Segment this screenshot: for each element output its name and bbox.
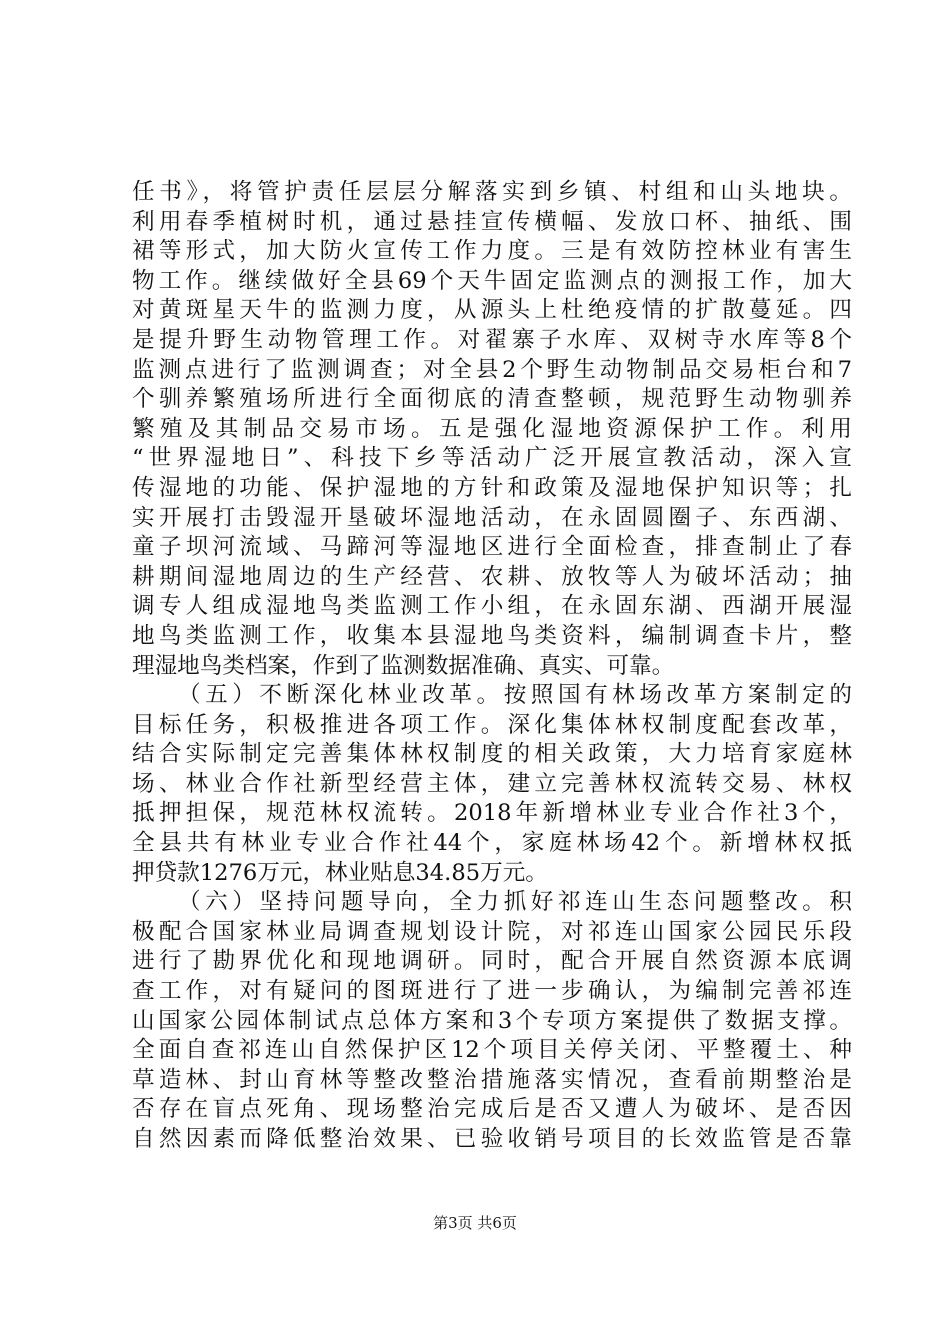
text-line: 结合实际制定完善集体林权制度的相关政策，大力培育家庭林 (132, 741, 852, 768)
text-line: 山国家公园体制试点总体方案和3个专项方案提供了数据支撑。 (132, 1007, 852, 1034)
text-line: 押贷款1276万元，林业贴息34.85万元。 (132, 859, 548, 886)
text-line: 物工作。继续做好全县69个天牛固定监测点的测报工作，加大 (132, 267, 852, 294)
text-line: 场、林业合作社新型经营主体，建立完善林权流转交易、林权 (132, 770, 852, 797)
text-line: 进行了勘界优化和现地调研。同时，配合开展自然资源本底调 (132, 948, 852, 975)
text-line: 极配合国家林业局调查规划设计院，对祁连山国家公园民乐段 (132, 918, 852, 945)
text-line: 个驯养繁殖场所进行全面彻底的清查整顿，规范野生动物驯养 (132, 386, 852, 413)
text-line: 目标任务，积极推进各项工作。深化集体林权制度配套改革， (132, 711, 852, 738)
text-line: 查工作，对有疑问的图斑进行了进一步确认，为编制完善祁连 (132, 978, 852, 1005)
text-line: （五）不断深化林业改革。按照国有林场改革方案制定的 (178, 682, 852, 709)
text-line: 任书》，将管护责任层层分解落实到乡镇、村组和山头地块。 (132, 179, 852, 205)
page-footer: 第3页 共6页 (433, 1214, 517, 1232)
text-line: 传湿地的功能、保护湿地的方针和政策及湿地保护知识等；扎 (132, 474, 852, 501)
text-line: 否存在盲点死角、现场整治完成后是否又遭人为破坏、是否因 (132, 1096, 852, 1123)
text-line: （六）坚持问题导向，全力抓好祁连山生态问题整改。积 (178, 889, 852, 916)
text-line: 对黄斑星天牛的监测力度，从源头上杜绝疫情的扩散蔓延。四 (132, 297, 852, 324)
text-line: 抵押担保，规范林权流转。2018年新增林业专业合作社3个， (132, 800, 852, 827)
text-line: 监测点进行了监测调查；对全县2个野生动物制品交易柜台和7 (132, 356, 852, 383)
document-body (132, 178, 852, 1155)
text-line: 耕期间湿地周边的生产经营、农耕、放牧等人为破坏活动；抽 (132, 563, 852, 590)
text-line: 繁殖及其制品交易市场。五是强化湿地资源保护工作。利用 (132, 415, 852, 442)
text-line: “世界湿地日”、科技下乡等活动广泛开展宣教活动，深入宣 (132, 445, 852, 472)
text-line: 是提升野生动物管理工作。对翟寨子水库、双树寺水库等8个 (132, 326, 852, 353)
text-line: 实开展打击毁湿开垦破坏湿地活动，在永固圆圈子、东西湖、 (132, 504, 852, 531)
text-line: 地鸟类监测工作，收集本县湿地鸟类资料，编制调查卡片，整 (132, 622, 852, 649)
text-line: 草造林、封山育林等整改整治措施落实情况，查看前期整治是 (132, 1066, 852, 1093)
text-line: 利用春季植树时机，通过悬挂宣传横幅、发放口杯、抽纸、围 (132, 208, 852, 235)
text-line: 裙等形式，加大防火宣传工作力度。三是有效防控林业有害生 (132, 238, 852, 265)
text-line: 自然因素而降低整治效果、已验收销号项目的长效监管是否靠 (132, 1126, 852, 1152)
text-line: 全县共有林业专业合作社44个，家庭林场42个。新增林权抵 (132, 830, 852, 857)
text-line: 理湿地鸟类档案，作到了监测数据准确、真实、可靠。 (132, 652, 675, 679)
text-line: 童子坝河流域、马蹄河等湿地区进行全面检查，排查制止了春 (132, 534, 852, 561)
text-line: 调专人组成湿地鸟类监测工作小组，在永固东湖、西湖开展湿 (132, 593, 852, 620)
text-line: 全面自查祁连山自然保护区12个项目关停关闭、平整覆土、种 (132, 1037, 852, 1064)
